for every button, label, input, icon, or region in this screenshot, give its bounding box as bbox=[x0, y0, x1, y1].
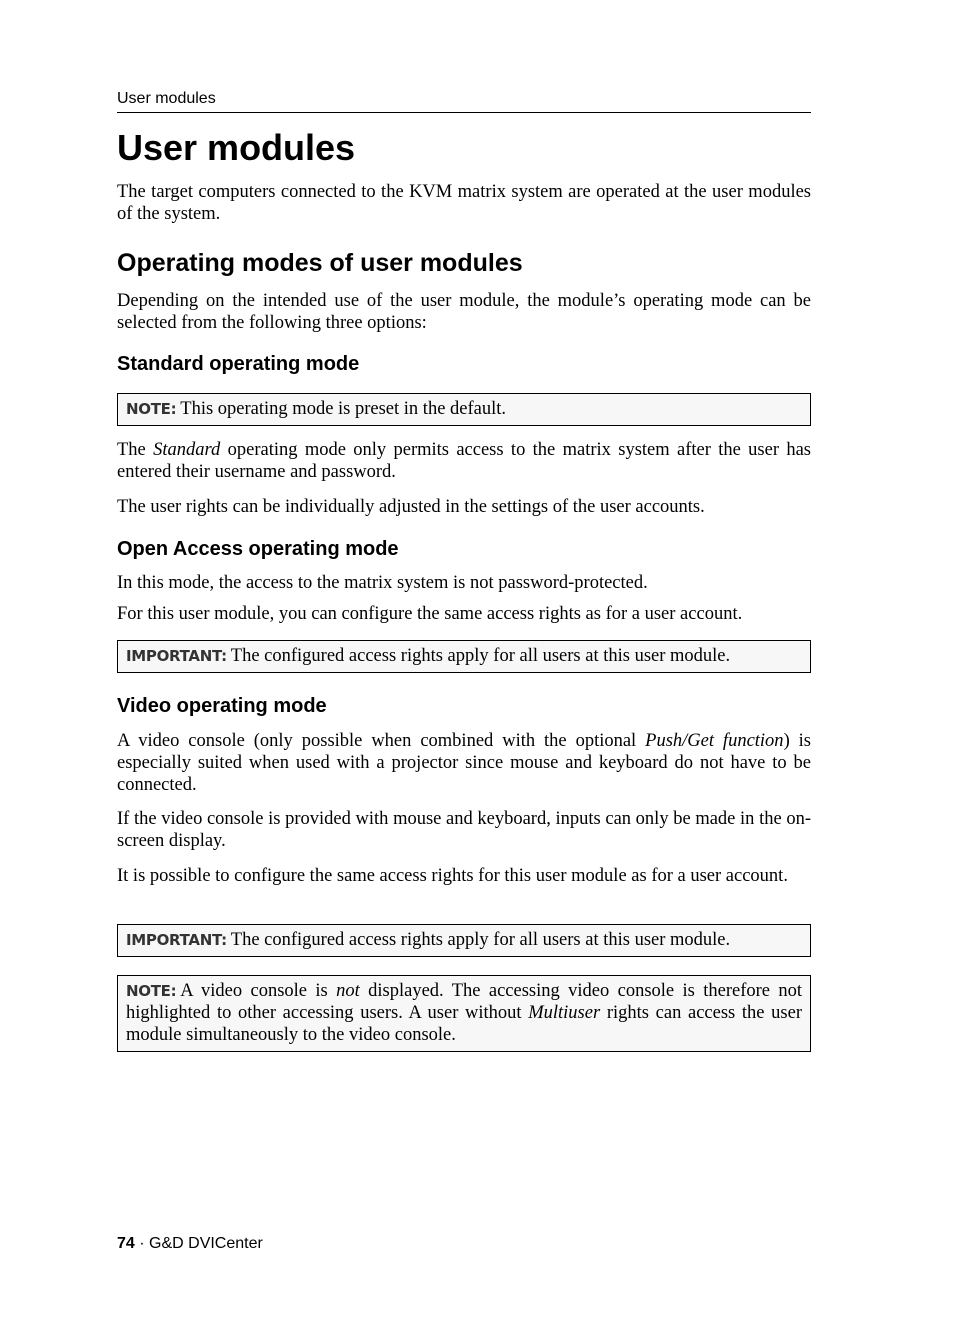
text-run: The bbox=[117, 440, 154, 460]
page-footer bbox=[117, 1234, 263, 1254]
standard-paragraph-1 bbox=[117, 439, 811, 483]
running-header: User modules bbox=[117, 89, 811, 113]
text-run: rights can access the user module simultaneously to the video console. bbox=[126, 1003, 802, 1045]
note-label: NOTE: bbox=[126, 982, 177, 1000]
text-run: ) is especially suited when used with a projector since mouse and keyboard do not have to be connected. bbox=[117, 731, 811, 795]
video-paragraph-1 bbox=[117, 730, 811, 796]
emphasis-multiuser: Multiuser bbox=[528, 1003, 601, 1023]
video-paragraph-2: If the video console is provided with mouse and keyboard, inputs can only be made in the on-screen display. bbox=[117, 809, 811, 851]
emphasis-standard: Standard bbox=[153, 440, 221, 460]
note-label: NOTE: bbox=[126, 400, 177, 418]
heading-open-access-mode: Open Access operating mode bbox=[117, 538, 399, 560]
important-label: IMPORTANT: bbox=[126, 647, 227, 665]
footer-separator: · bbox=[134, 1235, 150, 1252]
emphasis-push-get: Push/Get function bbox=[645, 731, 784, 751]
text-run: A video console is bbox=[180, 981, 337, 1001]
operating-modes-paragraph: Depending on the intended use of the user module, the module’s operating mode can be selected from the following three options: bbox=[117, 291, 811, 333]
note-box-video bbox=[117, 975, 811, 1052]
emphasis-not: not bbox=[336, 981, 360, 1001]
important-text: The configured access rights apply for all users at this user module. bbox=[230, 930, 731, 950]
important-box-video bbox=[117, 924, 811, 957]
open-access-paragraph-2: For this user module, you can configure the same access rights as for a user account. bbox=[117, 604, 743, 624]
intro-paragraph: The target computers connected to the KVM matrix system are operated at the user modules of the system. bbox=[117, 182, 811, 224]
text-run: displayed. The accessing video console is therefore not highlighted to other accessing users. A user without bbox=[126, 981, 803, 1023]
important-text: The configured access rights apply for all users at this user module. bbox=[230, 646, 731, 666]
heading-standard-mode: Standard operating mode bbox=[117, 353, 360, 375]
note-box-standard bbox=[117, 393, 811, 426]
video-paragraph-3: It is possible to configure the same access rights for this user module as for a user account. bbox=[117, 866, 788, 886]
text-run: operating mode only permits access to the matrix system after the user has entered their username and password. bbox=[117, 440, 811, 482]
standard-paragraph-2: The user rights can be individually adjusted in the settings of the user accounts. bbox=[117, 497, 705, 517]
section-heading-operating-modes: Operating modes of user modules bbox=[117, 249, 523, 277]
text-run: A video console (only possible when combined with the optional bbox=[117, 731, 646, 751]
page-title: User modules bbox=[117, 127, 356, 168]
product-name: G&D DVICenter bbox=[149, 1235, 263, 1252]
important-box-open-access bbox=[117, 640, 811, 673]
open-access-paragraph-1: In this mode, the access to the matrix system is not password-protected. bbox=[117, 573, 648, 593]
note-text: This operating mode is preset in the default. bbox=[180, 399, 507, 419]
page-number: 74 bbox=[117, 1235, 135, 1252]
heading-video-mode: Video operating mode bbox=[117, 695, 327, 717]
important-label: IMPORTANT: bbox=[126, 931, 227, 949]
